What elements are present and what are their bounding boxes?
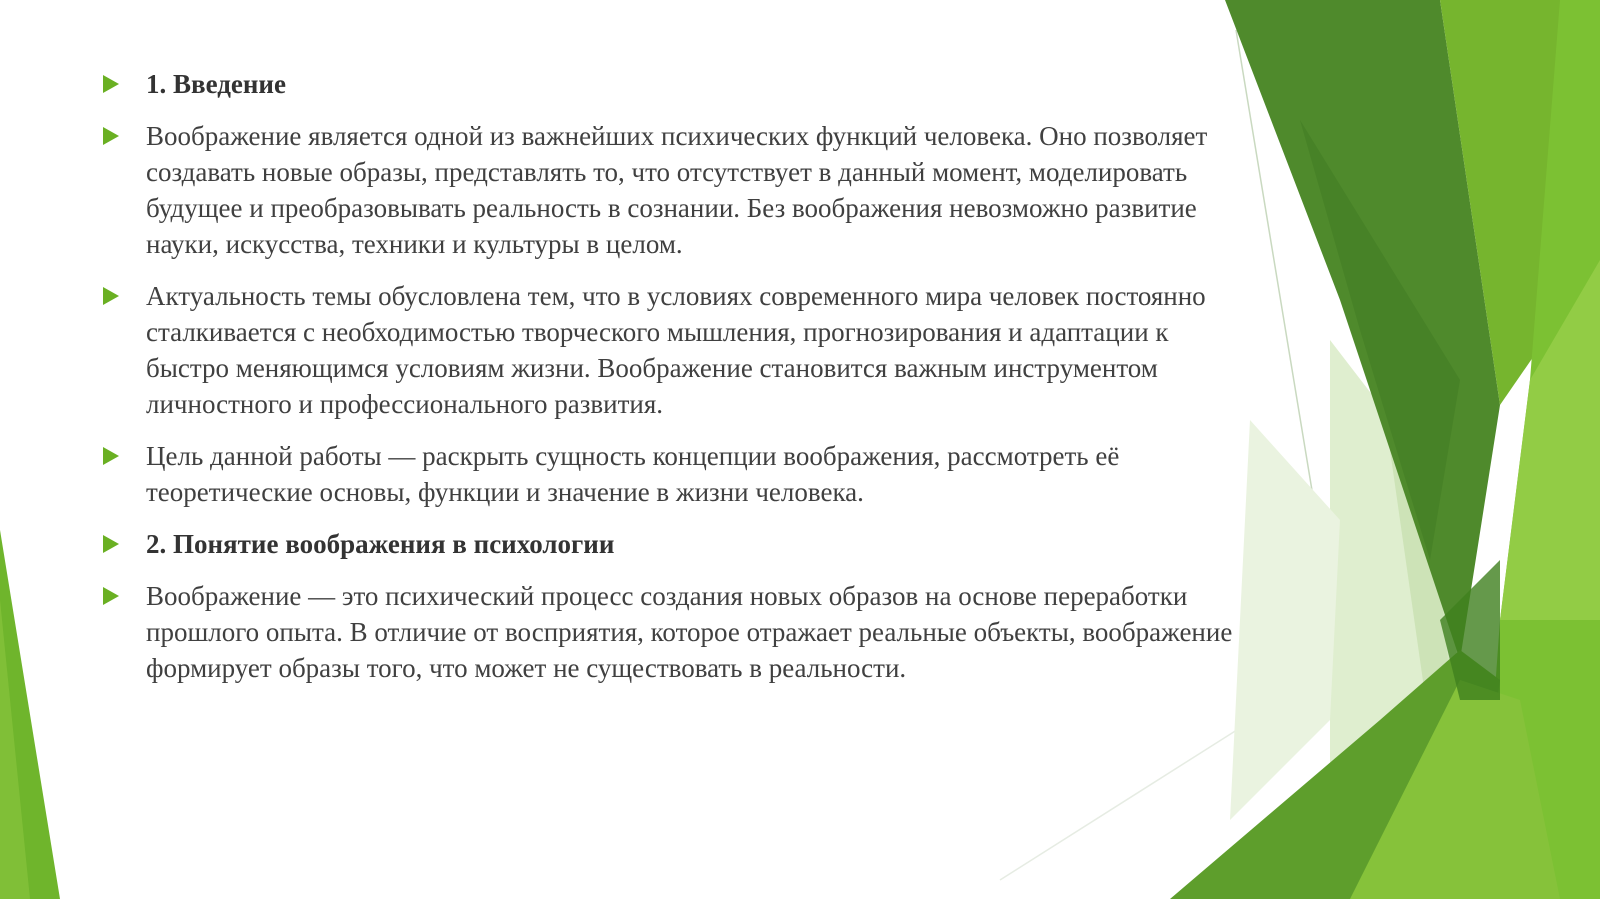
bullet-text: Актуальность темы обусловлена тем, что в условиях современного мира человек постоянно сталкивается с необходимостью творческого мышления, прогнозирования и адаптации к быстро меняющимся условиям жизни. Воображение становится важным инструментом личностного и профессионального развития. — [146, 281, 1206, 419]
bullet-item-goal — [100, 438, 1240, 510]
triangle-right-icon — [103, 287, 119, 305]
section-heading: 2. Понятие воображения в психологии — [146, 529, 615, 559]
bullet-list — [100, 66, 1240, 702]
triangle-right-icon — [103, 75, 119, 93]
pale-wedge-2 — [1230, 420, 1340, 820]
bullet-item-relevance — [100, 278, 1240, 422]
bullet-item-concept-heading — [100, 526, 1240, 562]
triangle-right-icon — [103, 587, 119, 605]
bullet-text: Цель данной работы — раскрыть сущность концепции воображения, рассмотреть её теоретические основы, функции и значение в жизни человека. — [146, 441, 1120, 507]
triangle-right-icon — [103, 447, 119, 465]
triangle-right-icon — [103, 535, 119, 553]
section-heading: 1. Введение — [146, 69, 286, 99]
bullet-item-intro-heading — [100, 66, 1240, 102]
bullet-text: Воображение является одной из важнейших психических функций человека. Оно позволяет создавать новые образы, представлять то, что отсутствует в данный момент, моделировать будущее и преобразовывать реальность в сознании. Без воображения невозможно развитие науки, искусства, техники и культуры в целом. — [146, 121, 1208, 259]
bullet-item-definition — [100, 578, 1240, 686]
bullet-text: Воображение — это психический процесс создания новых образов на основе переработки прошлого опыта. В отличие от восприятия, которое отражает реальные объекты, воображение формирует образы того, что может не существовать в реальности. — [146, 581, 1233, 683]
triangle-right-icon — [103, 127, 119, 145]
bullet-item-imagination-importance — [100, 118, 1240, 262]
